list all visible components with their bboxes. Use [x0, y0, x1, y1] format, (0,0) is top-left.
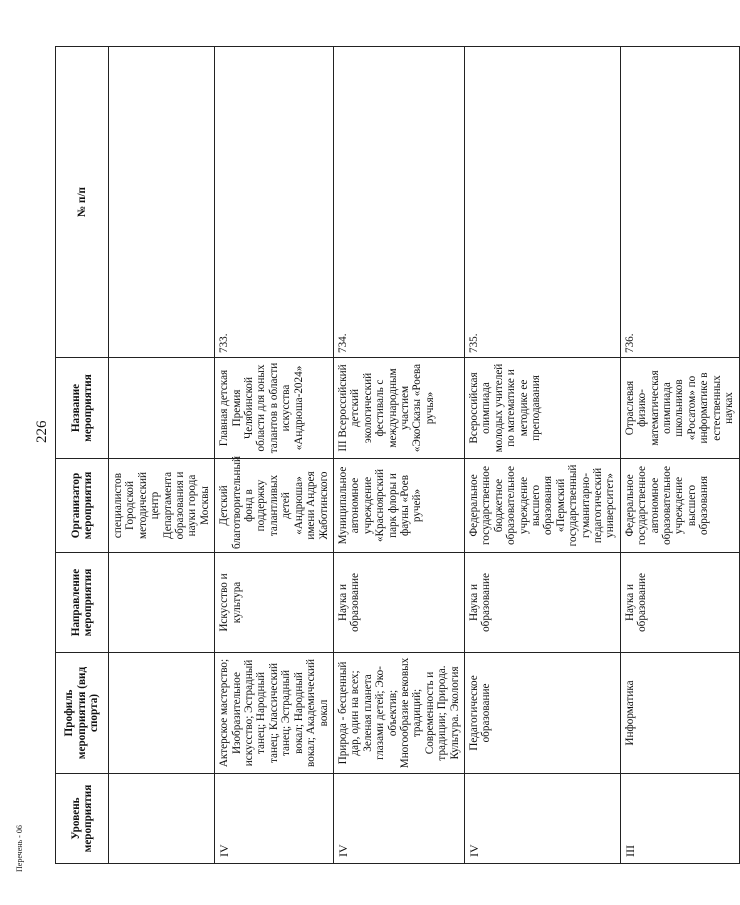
row-735-profile: Педагогическое образование [464, 653, 620, 774]
header-level: Уровень мероприятия [56, 774, 109, 864]
header-name: Название мероприятия [56, 358, 109, 459]
table-row [56, 47, 109, 864]
continuation-direction [109, 553, 215, 653]
row-733-num: 733. [215, 47, 334, 358]
row-735-level: IV [464, 774, 620, 864]
continuation-num [109, 47, 215, 358]
row-733-name: Главная детская Премия Челябинской области для юных талантов в области искусства «Андрюша-2024» [215, 358, 334, 459]
row-733-organizer: Детский благотворительный фонд в поддержку талантливых детей «Андрюша» имени Андрея Жаботинского [215, 459, 334, 553]
header-profile: Профиль мероприятия (вид спорта) [56, 653, 109, 774]
row-736-level: III [620, 774, 739, 864]
row-736-name: Отраслевая физико-математическая олимпиада школьников «Росатом» по информатике в естественных науках [620, 358, 739, 459]
rotated-table-container [55, 47, 736, 864]
continuation-name [109, 358, 215, 459]
continuation-organizer: специалистов Городской методический центр Департамента образования и науки города Москвы [109, 459, 215, 553]
row-735-name: Всероссийская олимпиада молодых учителей по математике и методике ее преподавания [464, 358, 620, 459]
row-736-organizer: Федеральное государственное автономное образовательное учреждение высшего образования [620, 459, 739, 553]
table-row [109, 47, 215, 864]
row-736-num: 736. [620, 47, 739, 358]
table-row [215, 47, 334, 864]
row-736-profile: Информатика [620, 653, 739, 774]
continuation-level [109, 774, 215, 864]
header-direction: Направление мероприятия [56, 553, 109, 653]
row-735-num: 735. [464, 47, 620, 358]
row-733-level: IV [215, 774, 334, 864]
row-734-level: IV [333, 774, 464, 864]
table-row [464, 47, 620, 864]
row-733-direction: Искусство и культура [215, 553, 334, 653]
row-734-profile: Природа - бесценный дар, один на всех; Зеленая планета глазами детей; Эко-объектив; Многообразие вековых традиций; Современность и традиции; Природа. Культура. Экология [333, 653, 464, 774]
row-734-organizer: Муниципальное автономное учреждение «Красноярский парк флоры и фауны «Роев ручей» [333, 459, 464, 553]
page-number: 226 [34, 420, 50, 443]
row-736-direction: Наука и образование [620, 553, 739, 653]
row-735-direction: Наука и образование [464, 553, 620, 653]
events-table [55, 46, 740, 864]
header-organizer: Организатор мероприятия [56, 459, 109, 553]
table-row [333, 47, 464, 864]
row-733-profile: Актерское мастерство; Изобразительное искусство; Эстрадный танец; Народный танец; Классический танец; Эстрадный вокал; Народный вокал; Академический вокал [215, 653, 334, 774]
row-735-organizer: Федеральное государственное бюджетное образовательное учреждение высшего образования «Пермский государственный гуманитарно-педагогический университет» [464, 459, 620, 553]
row-734-direction: Наука и образование [333, 553, 464, 653]
continuation-profile [109, 653, 215, 774]
footer-code: Перечень - 06 [15, 825, 24, 872]
header-num: № п/п [56, 47, 109, 358]
table-row [620, 47, 739, 864]
row-734-num: 734. [333, 47, 464, 358]
row-734-name: III Всероссийский детский экологический фестиваль с международным участием «ЭкоСказы «Роева ручья» [333, 358, 464, 459]
